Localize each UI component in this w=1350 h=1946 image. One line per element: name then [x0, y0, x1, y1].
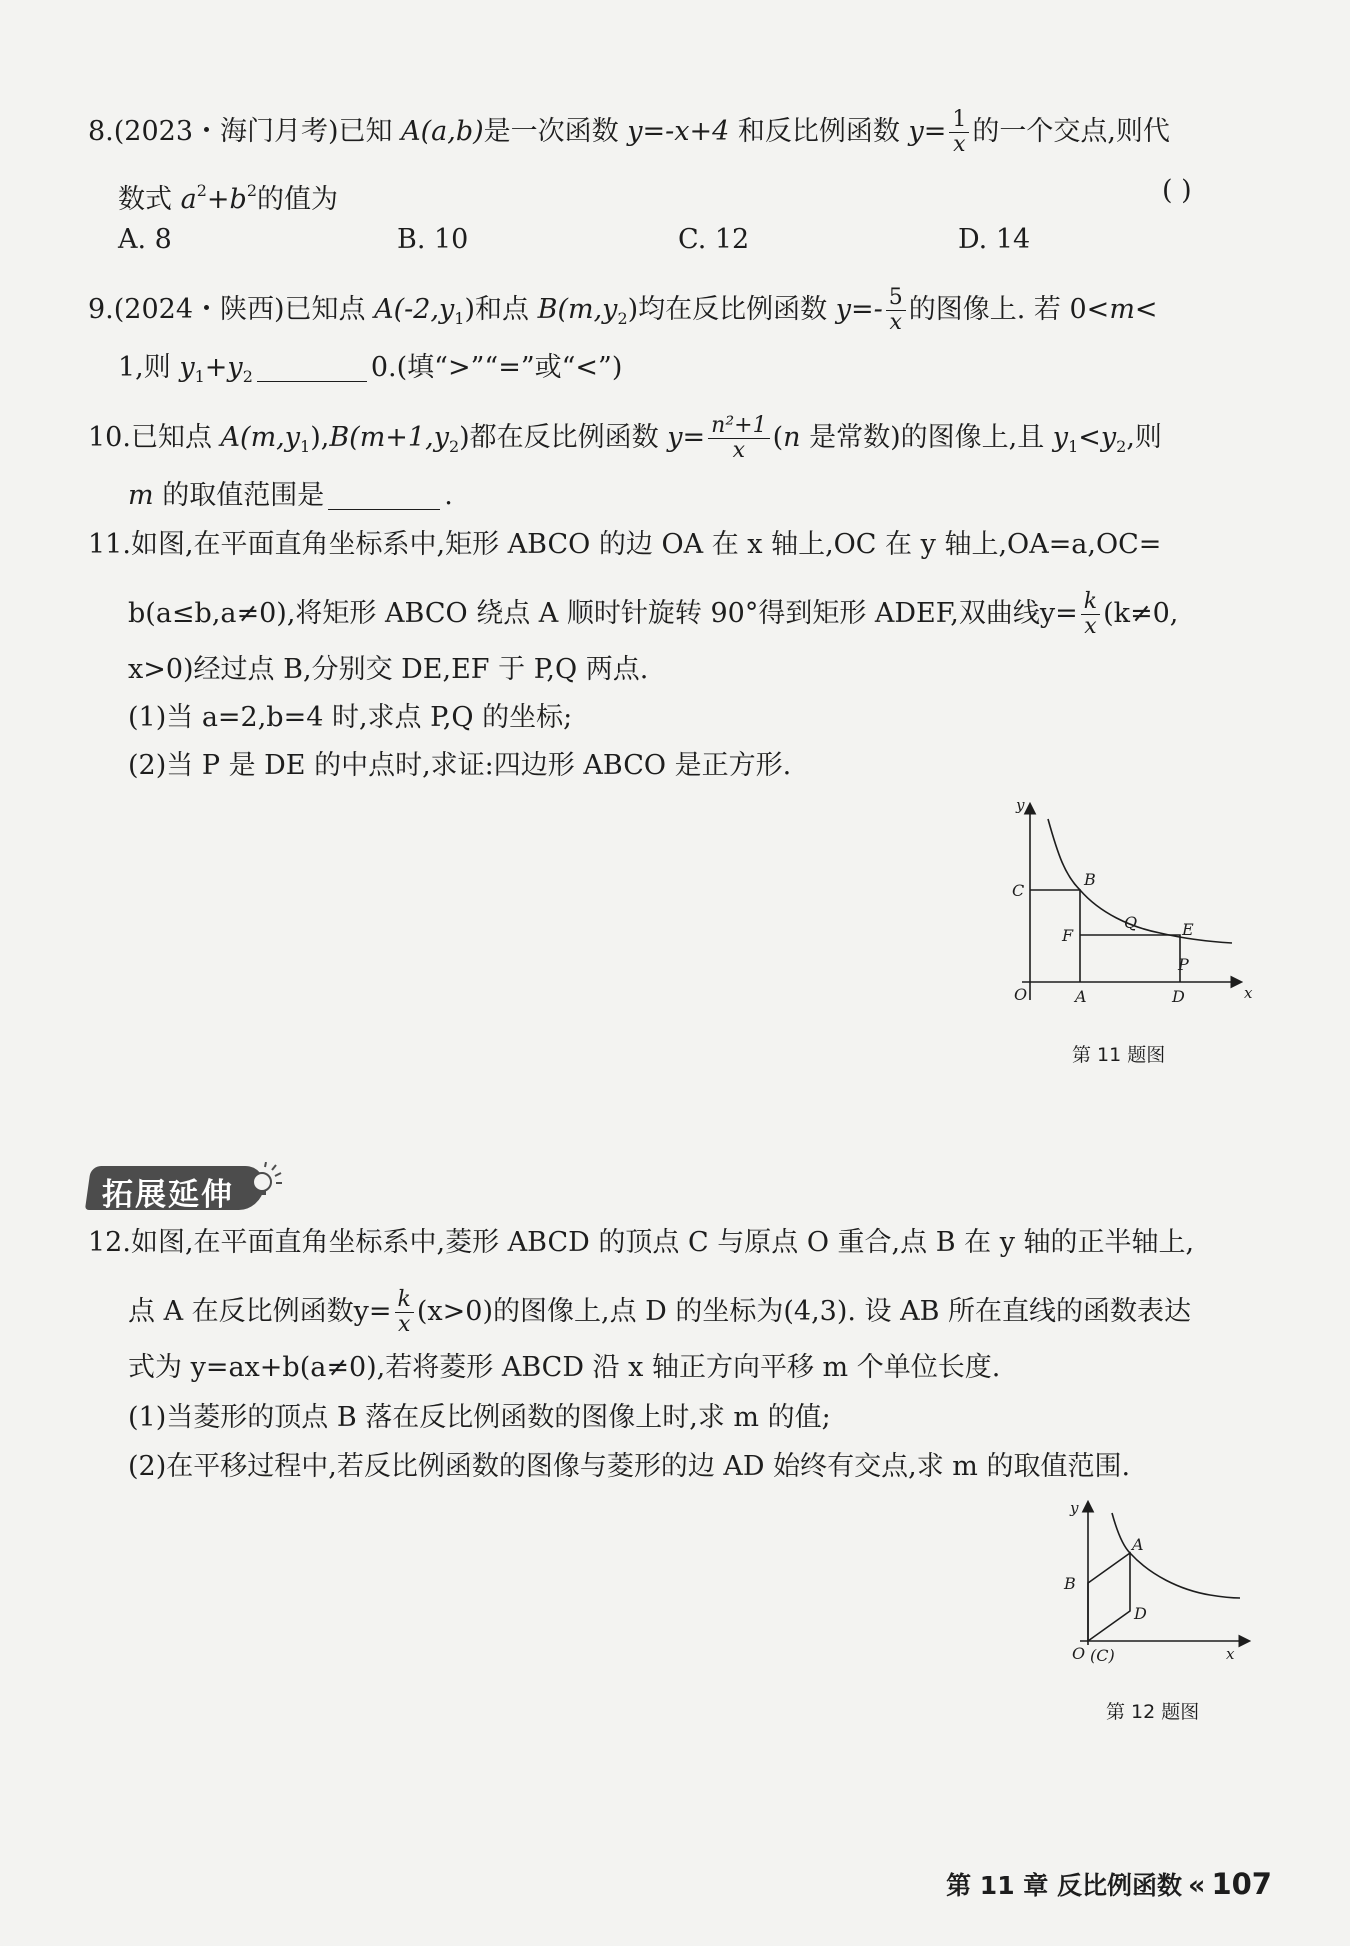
q8-var-a: a: [180, 184, 197, 215]
q11-hyperbola: [1048, 819, 1232, 943]
q9-y-eq: y=-: [835, 294, 883, 325]
q8-linear: y=-x+4: [627, 116, 730, 147]
q9-point-a: A(-2,y: [374, 294, 455, 325]
frac-num: k: [1081, 590, 1100, 615]
q12-label-o: O: [1072, 1644, 1086, 1663]
frac-num: 5: [886, 286, 906, 311]
q11-line3: x>0)经过点 B,分别交 DE,EF 于 P,Q 两点.: [128, 654, 649, 685]
q12-line3: 式为 y=ax+b(a≠0),若将菱形 ABCD 沿 x 轴正方向平移 m 个单位长度.: [128, 1352, 1001, 1383]
page-number: 107: [1211, 1867, 1272, 1901]
q8-option-b: B. 10: [397, 224, 469, 255]
q12-part1: (1)当菱形的顶点 B 落在反比例函数的图像上时,求 m 的值;: [128, 1402, 831, 1433]
q11-label-q: Q: [1124, 913, 1138, 932]
q9-y2: y: [227, 352, 243, 383]
q12-label-x: x: [1226, 1645, 1235, 1663]
frac-num: n²+1: [708, 414, 769, 439]
q10-point-b: B(m+1,y: [329, 422, 449, 453]
q12-label-a: A: [1132, 1535, 1144, 1554]
q11-label-b: B: [1084, 870, 1096, 889]
q9-text: 0.(填“>”“=”或“<”): [370, 352, 623, 383]
q10-text: .: [444, 480, 453, 511]
q8-text: 的一个交点,则代: [972, 116, 1170, 147]
q8-option-c: C. 12: [678, 224, 750, 255]
q9-plus: +: [204, 352, 228, 383]
q11-line1: 11.如图,在平面直角坐标系中,矩形 ABCO 的边 OA 在 x 轴上,OC 在 y 轴上,OA=a,OC=: [88, 529, 1162, 560]
q8-answer-paren: ( ): [1162, 175, 1192, 206]
q11-part1: (1)当 a=2,b=4 时,求点 P,Q 的坐标;: [128, 702, 573, 733]
q8-line1: [88, 108, 1170, 157]
q11-caption: 第 11 题图: [1072, 1044, 1166, 1066]
q9-text: )均在反比例函数: [627, 294, 836, 325]
frac-den: x: [953, 132, 966, 157]
q11-line2: [128, 590, 1178, 639]
frac-den: x: [732, 438, 746, 463]
q11-label-c: C: [1012, 881, 1025, 900]
q11-text: (k≠0,: [1103, 598, 1179, 629]
q9-lt: <: [1134, 294, 1158, 325]
q11-label-a: A: [1075, 987, 1087, 1006]
q12-text: (x>0)的图像上,点 D 的坐标为(4,3). 设 AB 所在直线的函数表达: [416, 1296, 1192, 1327]
q11-part2: (2)当 P 是 DE 的中点时,求证:四边形 ABCO 是正方形.: [128, 750, 792, 781]
q9-var-m: m: [1109, 294, 1135, 325]
q11-label-e: E: [1182, 920, 1194, 939]
frac-den: x: [1084, 614, 1097, 639]
q9-answer-blank[interactable]: [257, 353, 367, 382]
q9-y1: y: [179, 352, 195, 383]
q9-text: 1,则: [118, 352, 180, 383]
q10-line1: 10.已知点 $A(m,y_1),B(m+1,y_2)$都在反比例函数 y= $\frac{\text{n²+1}}{x}$ (n 是常数)的图像上,且 $y_1<y_2$,则: [88, 413, 1162, 463]
frac-num: 1: [949, 108, 969, 133]
q11-fraction: [1081, 590, 1100, 639]
q12-line2: [128, 1288, 1191, 1337]
lightbulb-icon: [248, 1162, 284, 1202]
q9-text: )和点: [464, 294, 538, 325]
q12-fraction: [395, 1288, 414, 1337]
q9-point-b: B(m,y: [537, 294, 618, 325]
q12-line1: 12.如图,在平面直角坐标系中,菱形 ABCD 的顶点 C 与原点 O 重合,点 B 在 y 轴的正半轴上,: [88, 1227, 1195, 1258]
q8-text: 8.(2023・海门月考)已知: [88, 116, 402, 147]
q8-point: A(a,b): [401, 116, 484, 147]
q10-point-a: A(m,y: [220, 422, 301, 453]
q10-text: )都在反比例函数: [459, 422, 668, 453]
q11-rect-adef: [1080, 935, 1180, 982]
q12-hyperbola: [1112, 1513, 1240, 1598]
q11-label-f: F: [1062, 926, 1074, 945]
q9-line1: 9.(2024・陕西)已知点 $A(-2,y_1)$和点 $B(m,y_2)$均在反比例函数 y=- $\frac{5}{x}$ 的图像上. 若 0<m<: [88, 285, 1158, 335]
q8-text: 是一次函数: [483, 116, 628, 147]
double-chevron-left-icon: «: [1188, 1870, 1206, 1901]
q10-y-eq: y=: [667, 422, 706, 453]
q12-caption: 第 12 题图: [1106, 1701, 1200, 1723]
frac-num: k: [395, 1288, 414, 1313]
q12-figure: [1050, 1495, 1260, 1675]
q12-rhombus: [1088, 1553, 1130, 1641]
q11-label-y: y: [1016, 796, 1025, 814]
q10-answer-blank[interactable]: [328, 481, 440, 510]
q11-text: b(a≤b,a≠0),将矩形 ABCO 绕点 A 顺时针旋转 90°得到矩形 ADEF,双曲线y=: [128, 598, 1078, 629]
section-header: [88, 1164, 268, 1212]
q9-fraction: [886, 286, 906, 335]
q8-text: 数式: [118, 184, 181, 215]
q11-label-d: D: [1172, 987, 1185, 1006]
q10-y1: y: [1052, 422, 1069, 453]
q10-var-n: n: [783, 422, 801, 453]
q8-plus: +: [206, 184, 230, 215]
q10-fraction: [708, 414, 769, 463]
q8-line2: 数式 $a^2+b^2$的值为: [118, 181, 338, 215]
q8-fraction: [949, 108, 969, 157]
frac-den: x: [398, 1312, 411, 1337]
frac-den: x: [889, 310, 902, 335]
q11-label-x: x: [1244, 984, 1253, 1002]
q9-line2: 1,则 $y_1+y_2$ 0.(填“>”“=”或“<”): [118, 352, 623, 386]
page-footer: [946, 1866, 1272, 1902]
q8-text: 的值为: [257, 184, 338, 215]
q10-line2: [128, 478, 453, 514]
q12-part2: (2)在平移过程中,若反比例函数的图像与菱形的边 AD 始终有交点,求 m 的取值范围.: [128, 1451, 1131, 1482]
q10-y2: y: [1100, 422, 1117, 453]
q10-text: (: [772, 422, 784, 453]
q12-text: 点 A 在反比例函数y=: [128, 1296, 392, 1327]
q10-text: 的取值范围是: [153, 480, 325, 511]
q11-label-p: P: [1178, 955, 1189, 974]
q12-label-d: D: [1134, 1604, 1147, 1623]
q12-label-b: B: [1064, 1574, 1076, 1593]
q12-label-c: (C): [1090, 1646, 1115, 1665]
q11-figure: [1000, 795, 1260, 1015]
section-header-title: 拓展延伸: [102, 1177, 234, 1213]
q8-y-eq: y=: [908, 116, 947, 147]
q11-label-o: O: [1014, 985, 1028, 1004]
q9-text: 的图像上. 若 0<: [908, 294, 1110, 325]
q10-text: 10.已知点: [88, 422, 221, 453]
q10-text: ),: [310, 422, 330, 453]
q10-text: 是常数)的图像上,且: [800, 422, 1053, 453]
q12-label-y: y: [1070, 1499, 1079, 1517]
q10-text: ,则: [1126, 422, 1162, 453]
q9-text: 9.(2024・陕西)已知点: [88, 294, 375, 325]
q8-text: 和反比例函数: [729, 116, 909, 147]
footer-chapter: 第 11 章 反比例函数: [946, 1871, 1182, 1900]
q10-lt: <: [1078, 422, 1101, 453]
q8-option-a: A. 8: [118, 224, 172, 255]
q8-var-b: b: [229, 184, 247, 215]
q10-var-m: m: [128, 480, 154, 511]
q8-option-d: D. 14: [958, 224, 1031, 255]
